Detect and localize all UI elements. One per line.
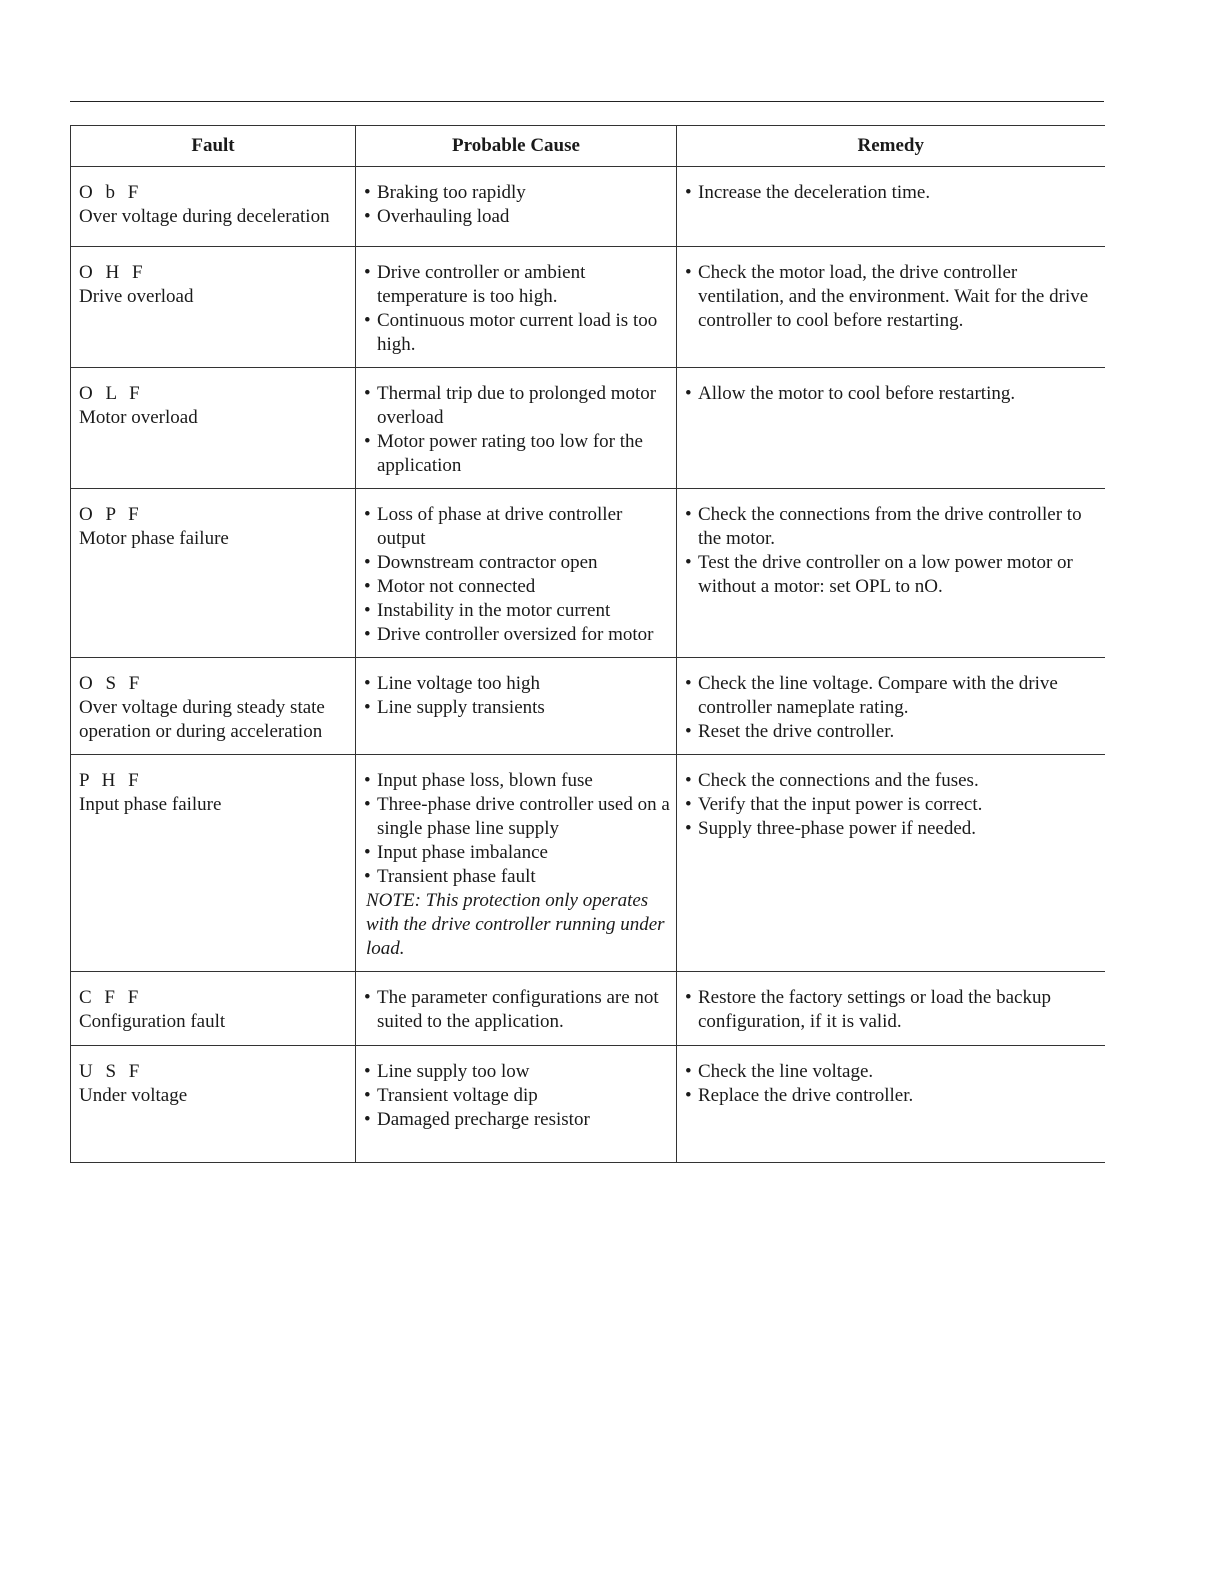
remedy-item: • Increase the deceleration time. (685, 181, 1099, 205)
cause-cell (356, 658, 677, 755)
cause-cell (356, 755, 677, 972)
cause-item: • Braking too rapidly (364, 181, 670, 205)
fault-cell (71, 167, 356, 247)
cause-item: • Line supply transients (364, 696, 670, 720)
remedy-item: • Allow the motor to cool before restarting. (685, 382, 1099, 406)
cause-list (364, 181, 670, 229)
cause-list (364, 986, 670, 1034)
fault-code: C F F (79, 987, 143, 1008)
table-row (71, 972, 1105, 1046)
table-header-row (71, 126, 1105, 167)
fault-name: Over voltage during steady state operation or during acceleration (79, 697, 325, 742)
fault-cell (71, 489, 356, 658)
cause-cell (356, 1046, 677, 1163)
cause-list (364, 1060, 670, 1132)
cause-cell (356, 368, 677, 489)
remedy-item: • Check the line voltage. (685, 1060, 1099, 1084)
fault-cell (71, 658, 356, 755)
cause-item: • Motor power rating too low for the application (364, 430, 670, 478)
fault-cell (71, 1046, 356, 1163)
cause-item: • Loss of phase at drive controller output (364, 503, 670, 551)
fault-code: O H F (79, 262, 147, 283)
cause-item: • Overhauling load (364, 205, 670, 229)
fault-name: Drive overload (79, 286, 194, 307)
cause-list (364, 382, 670, 478)
cause-cell (356, 247, 677, 368)
cause-item: • Drive controller or ambient temperature is too high. (364, 261, 670, 309)
remedy-item: • Replace the drive controller. (685, 1084, 1099, 1108)
remedy-list (685, 769, 1099, 841)
fault-name: Configuration fault (79, 1011, 226, 1032)
remedy-list (685, 261, 1099, 333)
remedy-list (685, 986, 1099, 1034)
remedy-item: • Restore the factory settings or load the backup configuration, if it is valid. (685, 986, 1099, 1034)
fault-code: O L F (79, 383, 144, 404)
fault-code: O S F (79, 673, 144, 694)
fault-name: Motor overload (79, 407, 198, 428)
protection-note: NOTE: This protection only operates with the drive controller running under load. (366, 890, 665, 959)
remedy-cell (677, 167, 1105, 247)
cause-list (364, 672, 670, 720)
table-row (71, 368, 1105, 489)
fault-code: P H F (79, 770, 143, 791)
cause-item: • Line voltage too high (364, 672, 670, 696)
remedy-list (685, 382, 1099, 406)
fault-rows (71, 167, 1105, 1163)
fault-name: Under voltage (79, 1085, 188, 1106)
remedy-item: • Verify that the input power is correct. (685, 793, 1099, 817)
remedy-list (685, 672, 1099, 744)
cause-item: • Thermal trip due to prolonged motor overload (364, 382, 670, 430)
remedy-cell (677, 247, 1105, 368)
cause-item: • The parameter configurations are not suited to the application. (364, 986, 670, 1034)
remedy-cell (677, 1046, 1105, 1163)
cause-item: • Line supply too low (364, 1060, 670, 1084)
remedy-cell (677, 972, 1105, 1046)
remedy-item: • Test the drive controller on a low power motor or without a motor: set OPL to nO. (685, 551, 1099, 599)
table-row (71, 658, 1105, 755)
remedy-list (685, 1060, 1099, 1108)
remedy-item: • Supply three-phase power if needed. (685, 817, 1099, 841)
remedy-item: • Check the line voltage. Compare with the drive controller nameplate rating. (685, 672, 1099, 720)
table-row (71, 489, 1105, 658)
header-rule (70, 101, 1104, 102)
table-row (71, 167, 1105, 247)
table-row (71, 1046, 1105, 1163)
cause-cell (356, 489, 677, 658)
remedy-cell (677, 658, 1105, 755)
cause-list (364, 503, 670, 647)
remedy-column-header: Remedy (677, 126, 1105, 167)
fault-name: Input phase failure (79, 794, 222, 815)
remedy-cell (677, 755, 1105, 972)
cause-item: • Transient phase fault (364, 865, 670, 889)
cause-list (364, 769, 670, 889)
cause-item: • Transient voltage dip (364, 1084, 670, 1108)
remedy-item: • Reset the drive controller. (685, 720, 1099, 744)
fault-cell (71, 755, 356, 972)
remedy-list (685, 181, 1099, 205)
remedy-list (685, 503, 1099, 599)
cause-item: • Downstream contractor open (364, 551, 670, 575)
cause-item: • Damaged precharge resistor (364, 1108, 670, 1132)
cause-item: • Instability in the motor current (364, 599, 670, 623)
fault-column-header: Fault (71, 126, 356, 167)
remedy-cell (677, 489, 1105, 658)
cause-column-header: Probable Cause (356, 126, 677, 167)
remedy-item: • Check the motor load, the drive controller ventilation, and the environment. Wait for the drive controller to cool before restarting. (685, 261, 1099, 333)
fault-name: Motor phase failure (79, 528, 229, 549)
cause-item: • Continuous motor current load is too high. (364, 309, 670, 357)
cause-item: • Drive controller oversized for motor (364, 623, 670, 647)
table-row (71, 755, 1105, 972)
fault-code: O P F (79, 504, 143, 525)
cause-item: • Three-phase drive controller used on a single phase line supply (364, 793, 670, 841)
fault-code: U S F (79, 1061, 144, 1082)
table-row (71, 247, 1105, 368)
cause-item: • Input phase loss, blown fuse (364, 769, 670, 793)
fault-code: O b F (79, 182, 143, 203)
fault-cell (71, 972, 356, 1046)
cause-list (364, 261, 670, 357)
remedy-item: • Check the connections from the drive controller to the motor. (685, 503, 1099, 551)
fault-cell (71, 247, 356, 368)
cause-item: • Input phase imbalance (364, 841, 670, 865)
cause-item: • Motor not connected (364, 575, 670, 599)
fault-table (70, 125, 1105, 1163)
cause-cell (356, 972, 677, 1046)
fault-name: Over voltage during deceleration (79, 206, 330, 227)
remedy-cell (677, 368, 1105, 489)
fault-cell (71, 368, 356, 489)
remedy-item: • Check the connections and the fuses. (685, 769, 1099, 793)
cause-cell (356, 167, 677, 247)
